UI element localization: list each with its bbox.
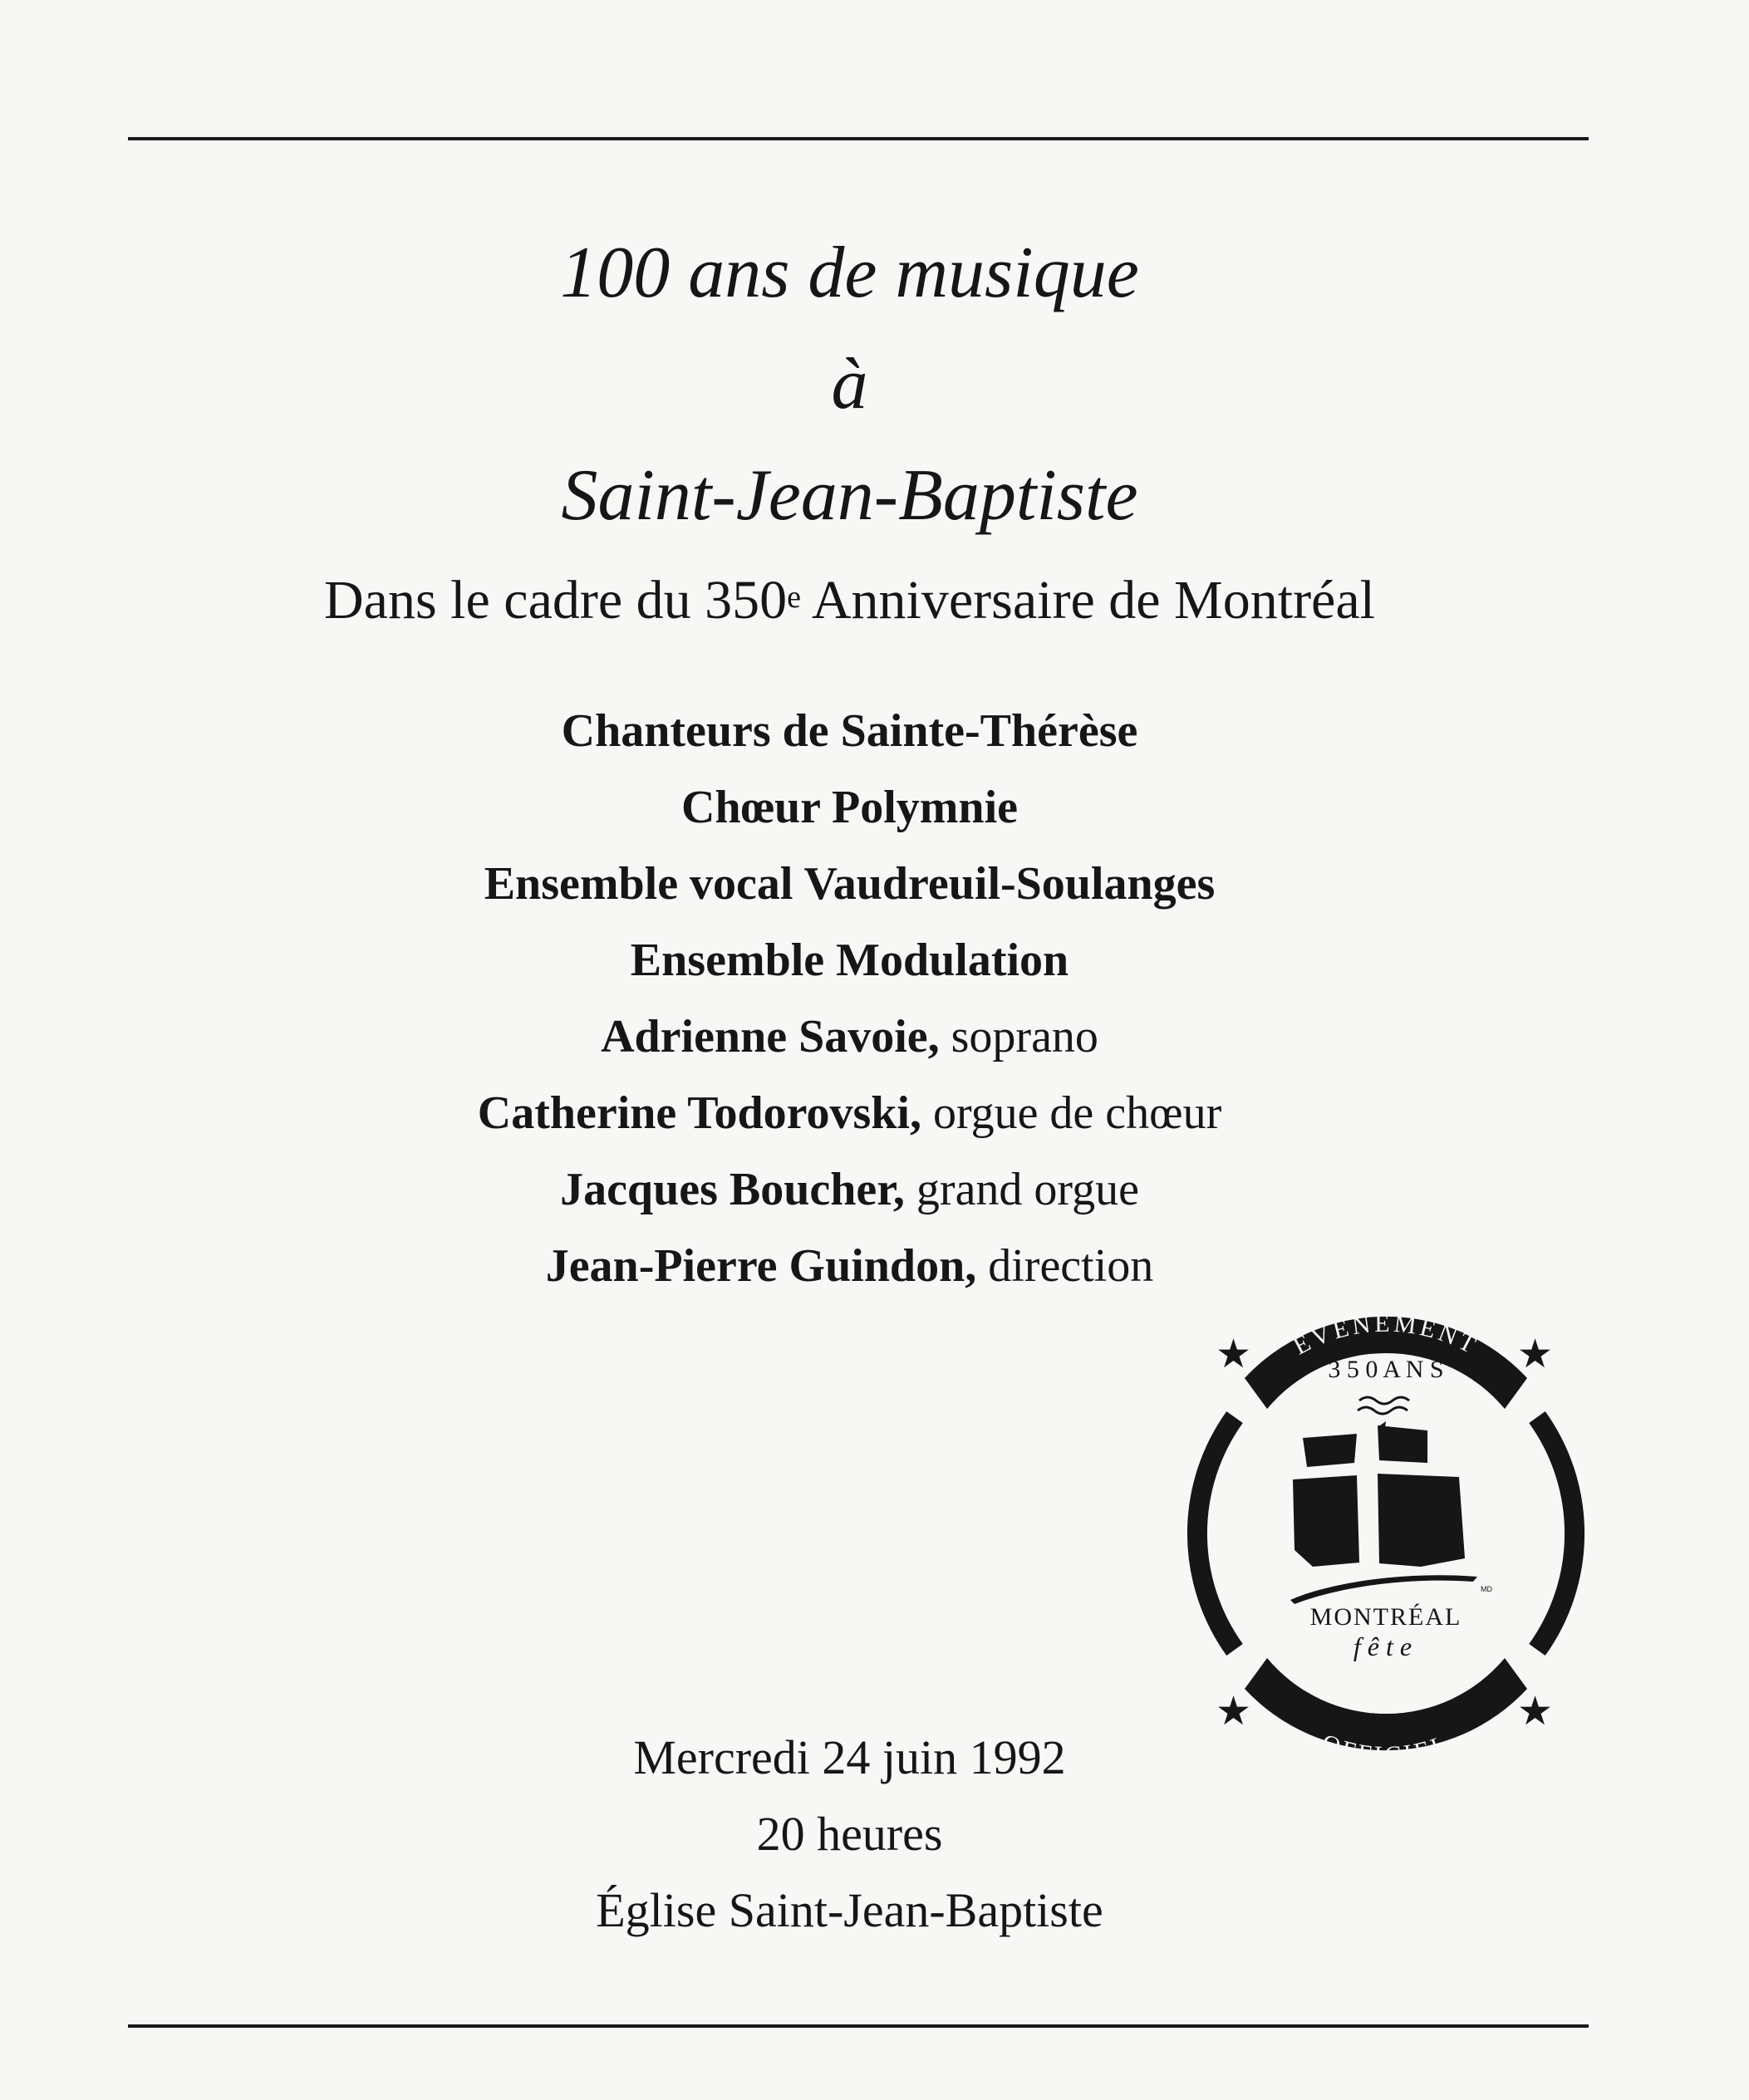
- performer-name: Chanteurs de Sainte-Thérèse: [561, 705, 1138, 757]
- seal-ring-left: [1197, 1417, 1235, 1650]
- star-icon: ★: [1216, 1688, 1252, 1734]
- seal-mark: MD: [1481, 1585, 1492, 1593]
- seal-years-text: 3 5 0 A N S: [1328, 1356, 1444, 1383]
- subtitle-text-after: Anniversaire de Montréal: [801, 570, 1375, 630]
- performer-role: grand orgue: [904, 1164, 1139, 1215]
- seal-bottom-banner-text: OFFICIEL: [1317, 1729, 1455, 1769]
- event-date: Mercredi 24 juin 1992: [633, 1730, 1066, 1784]
- event-details: [0, 1720, 1724, 1949]
- performer-name: Jacques Boucher,: [560, 1164, 905, 1215]
- title-line-1: 100 ans de musique: [560, 233, 1139, 313]
- performer-name: Adrienne Savoie,: [601, 1011, 940, 1062]
- performer-line: [0, 769, 1724, 846]
- performer-name: Chœur Polymnie: [681, 782, 1018, 833]
- performer-name: Ensemble vocal Vaudreuil-Soulanges: [484, 858, 1216, 910]
- seal-top-banner-text: ÉVÉNEMENT: [1289, 1309, 1483, 1361]
- seal-fete-text: fête: [1353, 1631, 1419, 1661]
- performer-name: Ensemble Modulation: [630, 935, 1069, 986]
- event-time: 20 heures: [756, 1807, 943, 1861]
- event-venue: Église Saint-Jean-Baptiste: [596, 1883, 1103, 1937]
- top-rule: [128, 137, 1589, 140]
- performer-role: soprano: [939, 1011, 1098, 1062]
- performer-name: Catherine Todorovski,: [477, 1087, 921, 1139]
- performer-line: [0, 998, 1724, 1075]
- flag-wave-icon: [1358, 1397, 1409, 1414]
- title-line-2: à: [831, 344, 868, 424]
- river-line-icon: [1290, 1575, 1477, 1604]
- performer-line: [0, 693, 1724, 769]
- performer-name: Jean-Pierre Guindon,: [545, 1240, 977, 1292]
- montreal-emblem-icon: [1293, 1421, 1465, 1567]
- performer-role: orgue de chœur: [921, 1087, 1222, 1139]
- subtitle-superscript: e: [787, 580, 802, 615]
- star-icon: ★: [1216, 1331, 1252, 1377]
- performers-list: [0, 693, 1724, 1304]
- subtitle-text-before: Dans le cadre du 350: [324, 570, 788, 630]
- star-icon: ★: [1517, 1331, 1554, 1377]
- anniversary-subtitle: [0, 563, 1724, 638]
- performer-line: [0, 1075, 1724, 1151]
- performer-line: [0, 922, 1724, 998]
- program-title: [0, 218, 1724, 552]
- montreal-350-official-seal: [1137, 1284, 1635, 1783]
- performer-line: [0, 846, 1724, 922]
- title-line-3: Saint-Jean-Baptiste: [561, 455, 1138, 536]
- seal-city-text: MONTRÉAL: [1309, 1603, 1462, 1631]
- performer-line: [0, 1151, 1724, 1228]
- bottom-rule: [128, 2024, 1589, 2028]
- seal-ring-right: [1537, 1417, 1575, 1650]
- star-icon: ★: [1517, 1688, 1554, 1734]
- performer-role: direction: [976, 1240, 1154, 1292]
